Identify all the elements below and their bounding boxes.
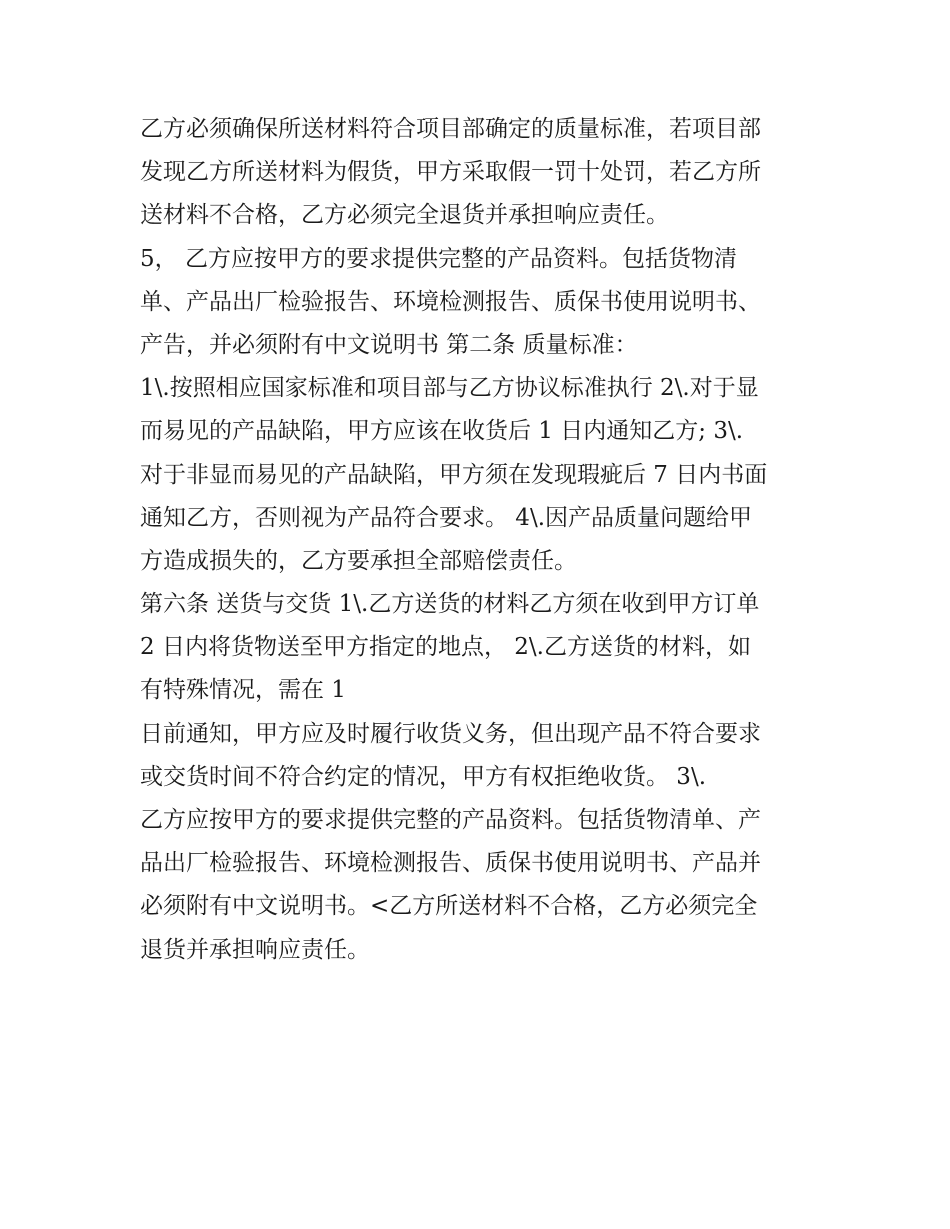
text-line-11: 方造成损失的，乙方要承担全部赔偿责任。 <box>140 547 577 574</box>
text-line-6: 产告，并必须附有中文说明书 第二条 质量标准： <box>140 331 638 358</box>
text-line-7: 1\.按照相应国家标准和项目部与乙方协议标准执行 2\.对于显 <box>140 375 759 402</box>
text-line-18: 品出厂检验报告、环境检测报告、质保书使用说明书、产品并 <box>140 850 761 877</box>
text-line-4: 5， 乙方应按甲方的要求提供完整的产品资料。包括货物清 <box>140 245 737 272</box>
text-line-1: 乙方必须确保所送材料符合项目部确定的质量标准，若项目部 <box>140 116 761 142</box>
text-line-13: 2 日内将货物送至甲方指定的地点， 2\.乙方送货的材料，如 <box>140 634 751 661</box>
document-body <box>140 108 830 972</box>
text-line-17: 乙方应按甲方的要求提供完整的产品资料。包括货物清单、产 <box>140 807 761 833</box>
text-line-3: 送材料不合格，乙方必须完全退货并承担响应责任。 <box>140 202 669 229</box>
text-line-15: 日前通知，甲方应及时履行收货义务，但出现产品不符合要求 <box>140 720 761 747</box>
text-line-16: 或交货时间不符合约定的情况，甲方有权拒绝收货。 3\. <box>140 763 707 790</box>
text-line-8: 而易见的产品缺陷，甲方应该在收货后 1 日内通知乙方; 3\. <box>140 418 744 445</box>
text-line-20: 退货并承担响应责任。 <box>140 936 370 963</box>
text-line-2: 发现乙方所送材料为假货，甲方采取假一罚十处罚，若乙方所 <box>140 159 761 186</box>
text-line-14: 有特殊情况，需在 1 <box>140 677 346 704</box>
text-line-12: 第六条 送货与交货 1\.乙方送货的材料乙方须在收到甲方订单 <box>140 591 760 618</box>
text-line-5: 单、产品出厂检验报告、环境检测报告、质保书使用说明书、 <box>140 288 761 315</box>
text-line-19: 必须附有中文说明书。<乙方所送材料不合格，乙方必须完全 <box>140 893 758 920</box>
text-line-10: 通知乙方，否则视为产品符合要求。 4\.因产品质量问题给甲 <box>140 504 753 531</box>
text-line-9: 对于非显而易见的产品缺陷，甲方须在发现瑕疵后 7 日内书面 <box>140 461 768 488</box>
